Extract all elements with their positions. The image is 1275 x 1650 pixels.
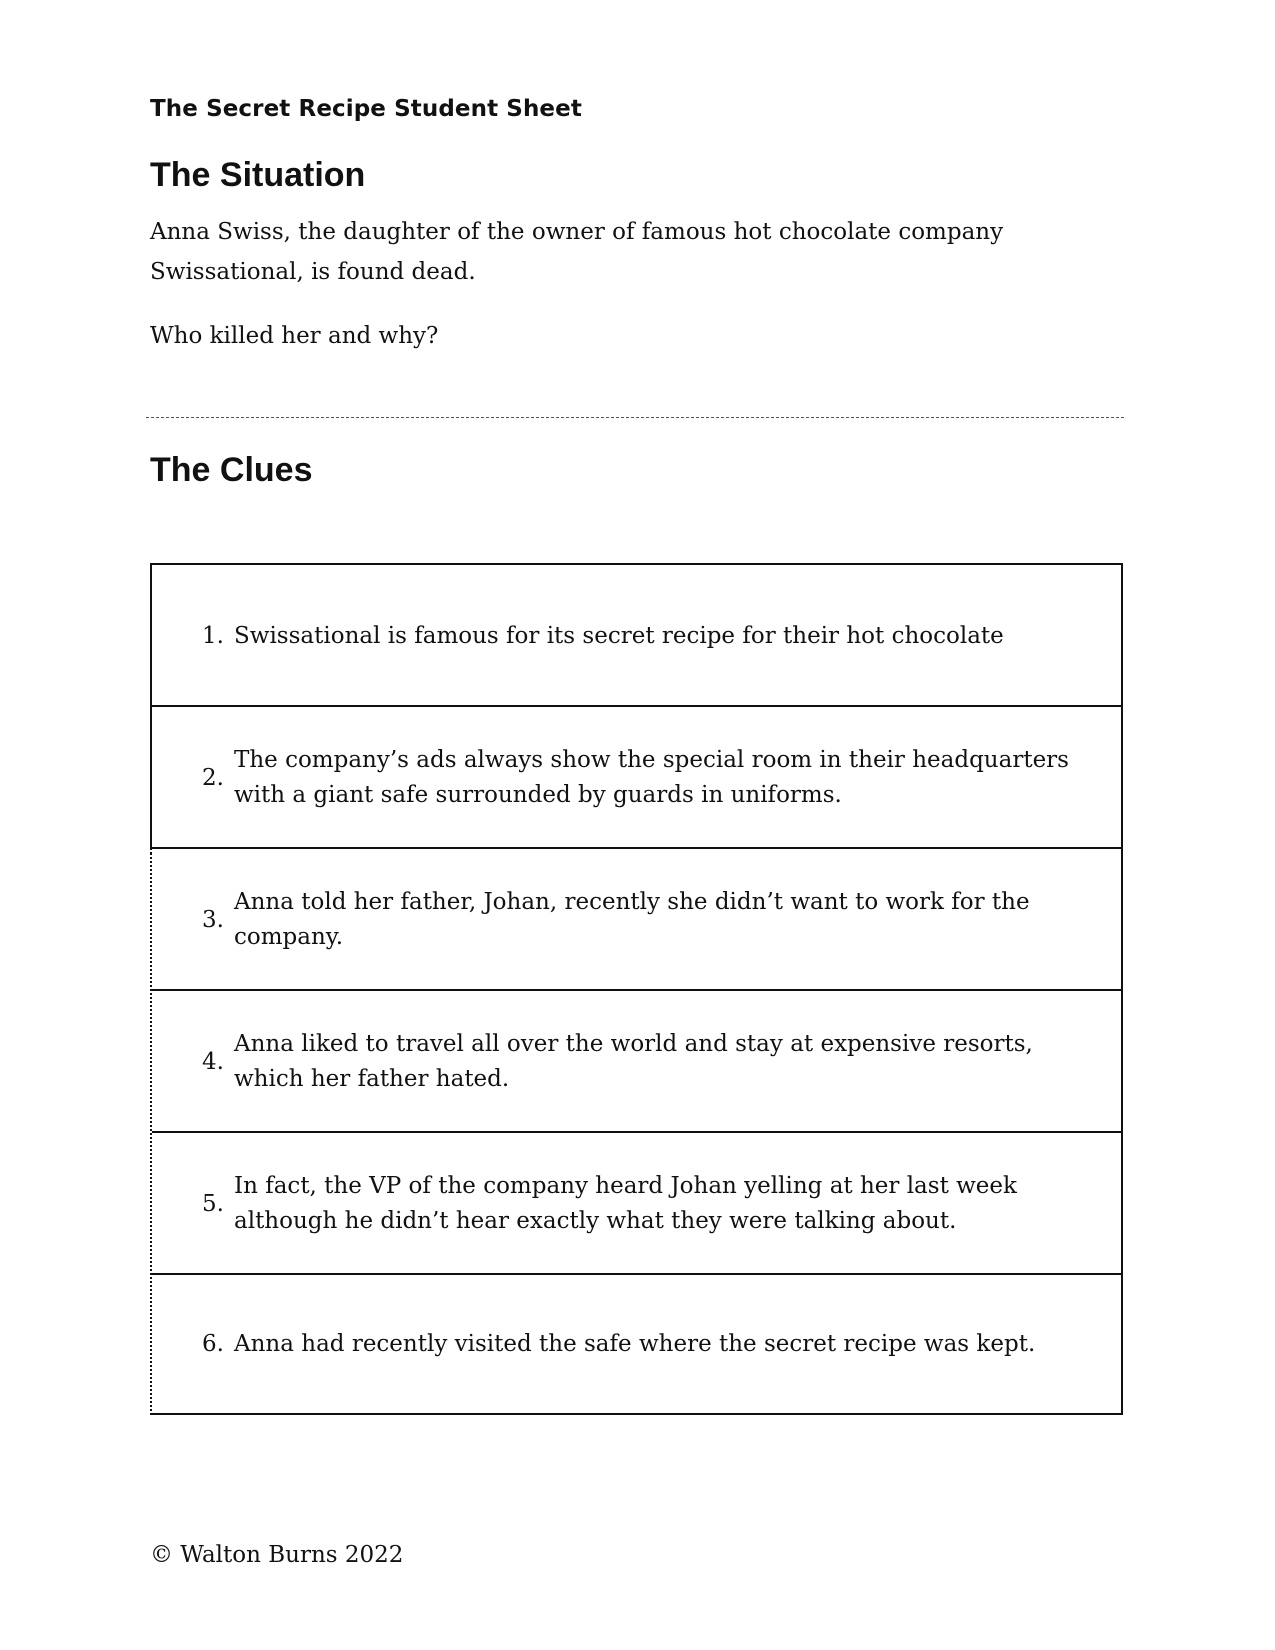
- clue-number: 5.: [202, 1190, 224, 1217]
- clues-heading: The Clues: [150, 451, 313, 489]
- clue-text: Anna had recently visited the safe where the secret recipe was kept.: [234, 1330, 1036, 1357]
- situation-paragraph: Anna Swiss, the daughter of the owner of famous hot chocolate company Swissational, is found dead.: [150, 219, 1004, 285]
- cut-line-right: [1121, 850, 1123, 1413]
- situation-heading: The Situation: [150, 156, 366, 194]
- clue-text: Anna liked to travel all over the world and stay at expensive resorts, which her father hated.: [234, 1031, 1033, 1092]
- clue-number: 3.: [202, 906, 224, 933]
- clue-text: Swissational is famous for its secret recipe for their hot chocolate: [234, 622, 1004, 649]
- copyright-footer: © Walton Burns 2022: [150, 1542, 404, 1568]
- document-title: The Secret Recipe Student Sheet: [150, 96, 582, 122]
- clue-number: 1.: [202, 622, 224, 649]
- clue-row: [150, 1133, 1123, 1275]
- clue-row: [150, 991, 1123, 1133]
- situation-question: Who killed her and why?: [150, 323, 439, 349]
- clue-row: [150, 565, 1123, 707]
- clue-row: [150, 707, 1123, 849]
- clue-text: The company’s ads always show the special room in their headquarters with a giant safe surrounded by guards in uniforms.: [234, 747, 1069, 808]
- clue-number: 4.: [202, 1048, 224, 1075]
- clue-row: [150, 849, 1123, 991]
- cut-line-left: [150, 850, 152, 1413]
- cut-line-divider: [146, 417, 1124, 418]
- clue-text: Anna told her father, Johan, recently she didn’t want to work for the company.: [234, 889, 1030, 950]
- clue-number: 6.: [202, 1330, 224, 1357]
- clue-number: 2.: [202, 764, 224, 791]
- clue-text: In fact, the VP of the company heard Johan yelling at her last week although he didn’t hear exactly what they were talking about.: [234, 1173, 1017, 1234]
- clues-table: [150, 563, 1123, 1415]
- clue-row: [150, 1273, 1123, 1415]
